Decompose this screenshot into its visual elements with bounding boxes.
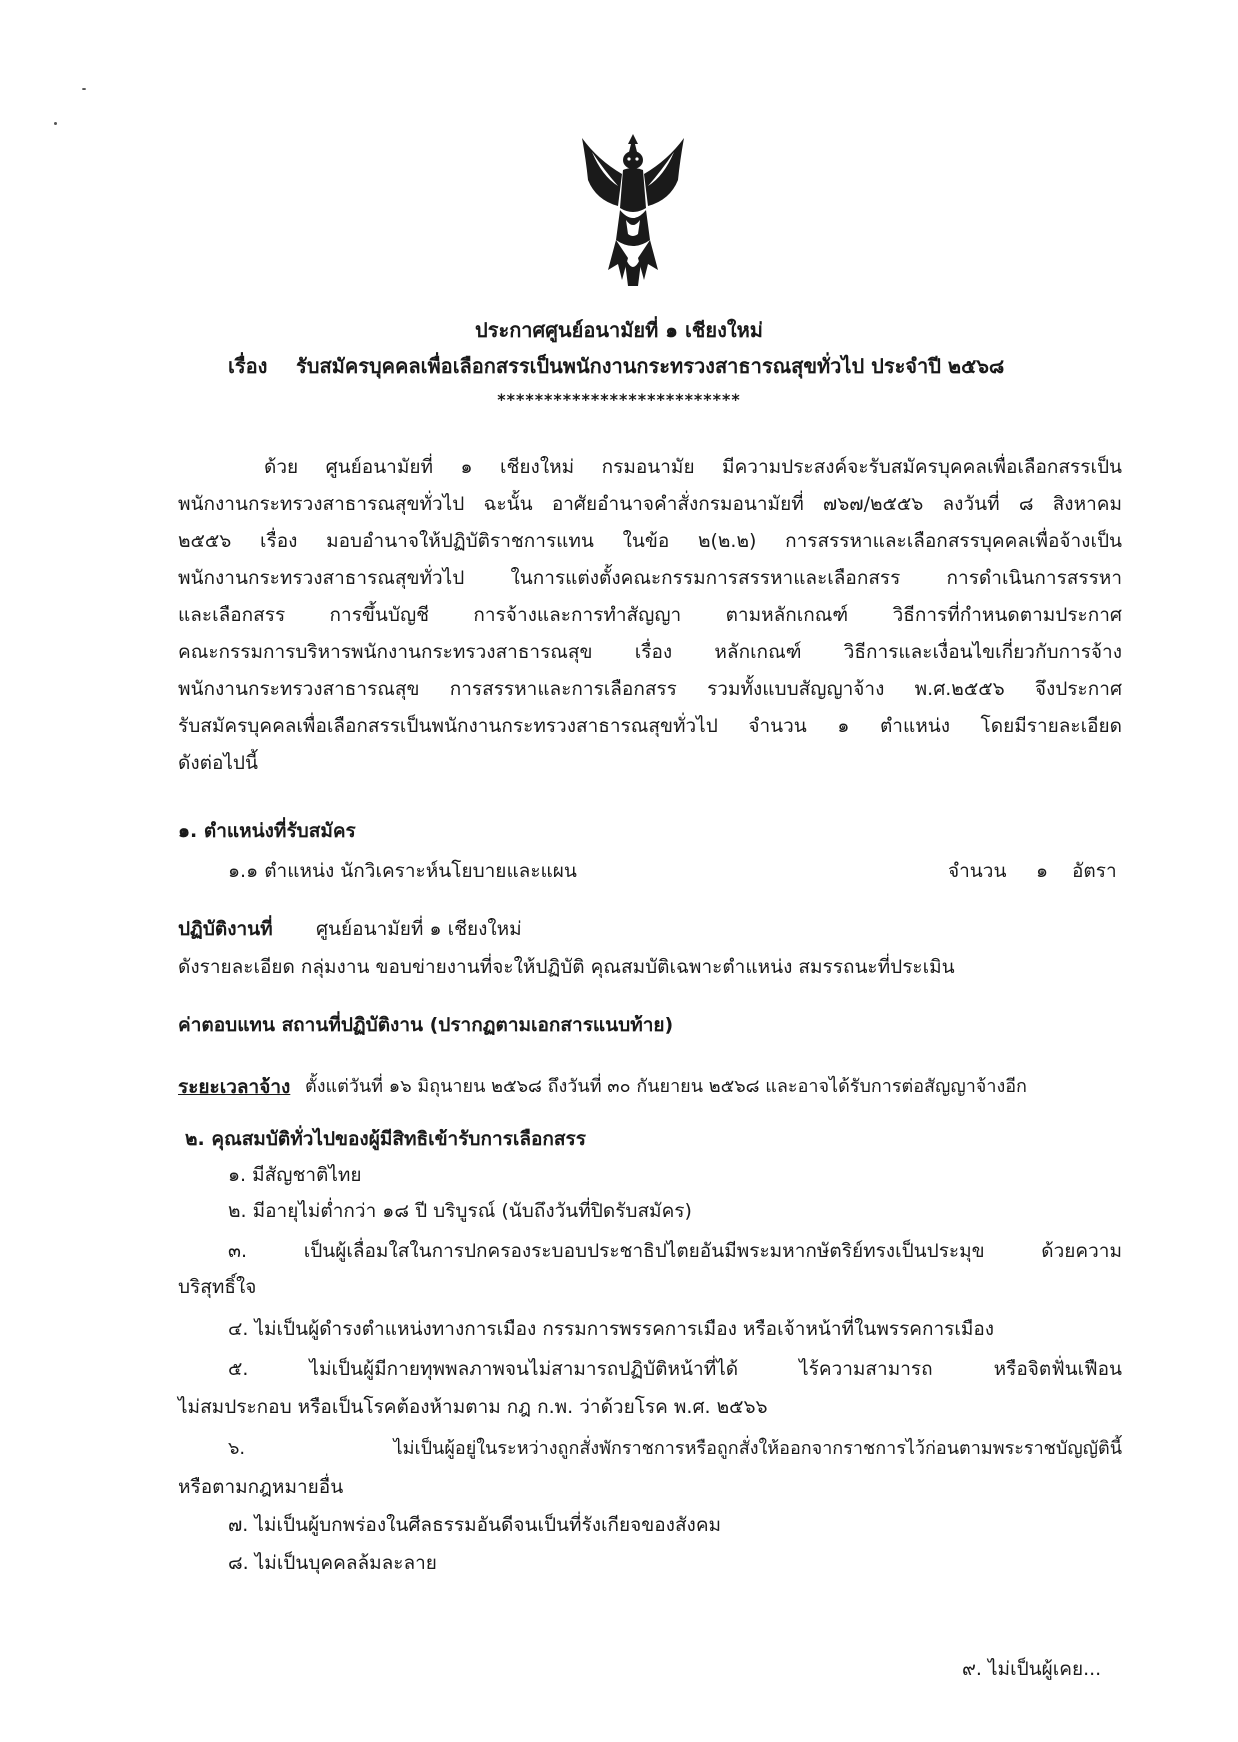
qualification-item: ๓. เป็นผู้เลื่อมใสในการปกครองระบอบประชาธิปไตยอันมีพระมหากษัตริย์ทรงเป็นประมุข ด้วยความ: [228, 1240, 1122, 1262]
announcement-title: ประกาศศูนย์อนามัยที่ ๑ เชียงใหม่: [475, 318, 763, 342]
announcement-subject: รับสมัครบุคคลเพื่อเลือกสรรเป็นพนักงานกระทรวงสาธารณสุขทั่วไป ประจำปี ๒๕๖๘: [296, 354, 1005, 378]
intro-line: คณะกรรมการบริหารพนักงานกระทรวงสาธารณสุข เรื่อง หลักเกณฑ์ วิธีการและเงื่อนไขเกี่ยวกับการจ้าง: [178, 641, 1122, 663]
count-unit: อัตรา: [1072, 860, 1117, 882]
intro-line: ๒๕๕๖ เรื่อง มอบอำนาจให้ปฏิบัติราชการแทน ในข้อ ๒(๒.๒) การสรรหาและเลือกสรรบุคคลเพื่อจ้างเป็น: [178, 530, 1122, 552]
qualification-item: ๕. ไม่เป็นผู้มีกายทุพพลภาพจนไม่สามารถปฏิบัติหน้าที่ได้ ไร้ความสามารถ หรือจิตฟั่นเฟือน: [228, 1358, 1122, 1380]
continued-next-page: ๙. ไม่เป็นผู้เคย...: [962, 1658, 1102, 1680]
position-title: ๑.๑ ตำแหน่ง นักวิเคราะห์นโยบายและแผน: [228, 860, 577, 882]
qualification-item-cont: ไม่สมประกอบ หรือเป็นโรคต้องห้ามตาม กฎ ก.พ. ว่าด้วยโรค พ.ศ. ๒๕๖๖: [178, 1396, 768, 1418]
intro-line: ด้วย ศูนย์อนามัยที่ ๑ เชียงใหม่ กรมอนามัย มีความประสงค์จะรับสมัครบุคคลเพื่อเลือกสรรเป็น: [264, 456, 1122, 478]
intro-line: รับสมัครบุคคลเพื่อเลือกสรรเป็นพนักงานกระทรวงสาธารณสุขทั่วไป จำนวน ๑ ตำแหน่ง โดยมีรายละเอียด: [178, 715, 1122, 737]
position-details: ดังรายละเอียด กลุ่มงาน ขอบข่ายงานที่จะให้ปฏิบัติ คุณสมบัติเฉพาะตำแหน่ง สมรรถนะที่ประเมิน: [178, 956, 955, 978]
qualification-item: ๖. ไม่เป็นผู้อยู่ในระหว่างถูกสั่งพักราชการหรือถูกสั่งให้ออกจากราชการไว้ก่อนตามพระราชบัญญัตินี้: [228, 1438, 1122, 1459]
qualification-item: ๘. ไม่เป็นบุคคลล้มละลาย: [228, 1552, 437, 1574]
qualification-item-cont: บริสุทธิ์ใจ: [178, 1276, 257, 1298]
qualification-item: ๗. ไม่เป็นผู้บกพร่องในศีลธรรมอันดีจนเป็นที่รังเกียจของสังคม: [228, 1514, 722, 1536]
employment-period-label: ระยะเวลาจ้าง: [178, 1076, 291, 1098]
intro-line: และเลือกสรร การขึ้นบัญชี การจ้างและการทำสัญญา ตามหลักเกณฑ์ วิธีการที่กำหนดตามประกาศ: [178, 604, 1122, 626]
intro-line: พนักงานกระทรวงสาธารณสุขทั่วไป ฉะนั้น อาศัยอำนาจคำสั่งกรมอนามัยที่ ๗๖๗/๒๕๕๖ ลงวันที่ ๘ สิงหาคม: [178, 493, 1122, 515]
qualification-item: ๔. ไม่เป็นผู้ดำรงตำแหน่งทางการเมือง กรรมการพรรคการเมือง หรือเจ้าหน้าที่ในพรรคการเมือง: [228, 1318, 995, 1340]
count-label: จำนวน: [948, 860, 1007, 882]
scan-speck: [82, 88, 86, 90]
qualification-item: ๒. มีอายุไม่ต่ำกว่า ๑๘ ปี บริบูรณ์ (นับถึงวันที่ปิดรับสมัคร): [228, 1200, 692, 1222]
scan-speck: [54, 122, 57, 125]
section-2-heading: ๒. คุณสมบัติทั่วไปของผู้มีสิทธิเข้ารับการเลือกสรร: [185, 1128, 586, 1150]
separator-stars: **************************: [497, 390, 741, 409]
garuda-emblem-icon: [578, 130, 688, 290]
workplace-label: ปฏิบัติงานที่: [178, 918, 273, 940]
workplace-value: ศูนย์อนามัยที่ ๑ เชียงใหม่: [316, 918, 522, 940]
qualification-item-cont: หรือตามกฎหมายอื่น: [178, 1476, 344, 1498]
subject-label: เรื่อง: [228, 354, 268, 378]
employment-period: ตั้งแต่วันที่ ๑๖ มิถุนายน ๒๕๖๘ ถึงวันที่ ๓๐ กันยายน ๒๕๖๘ และอาจได้รับการต่อสัญญาจ้างอีก: [305, 1076, 1027, 1097]
intro-line: ดังต่อไปนี้: [178, 752, 258, 774]
compensation-note: ค่าตอบแทน สถานที่ปฏิบัติงาน (ปรากฏตามเอกสารแนบท้าย): [178, 1014, 674, 1036]
qualification-item: ๑. มีสัญชาติไทย: [228, 1164, 362, 1186]
section-1-heading: ๑. ตำแหน่งที่รับสมัคร: [178, 820, 356, 842]
intro-line: พนักงานกระทรวงสาธารณสุขทั่วไป ในการแต่งตั้งคณะกรรมการสรรหาและเลือกสรร การดำเนินการสรรหา: [178, 567, 1122, 589]
intro-line: พนักงานกระทรวงสาธารณสุข การสรรหาและการเลือกสรร รวมทั้งแบบสัญญาจ้าง พ.ศ.๒๕๕๖ จึงประกาศ: [178, 678, 1122, 700]
count-value: ๑: [1036, 860, 1049, 882]
